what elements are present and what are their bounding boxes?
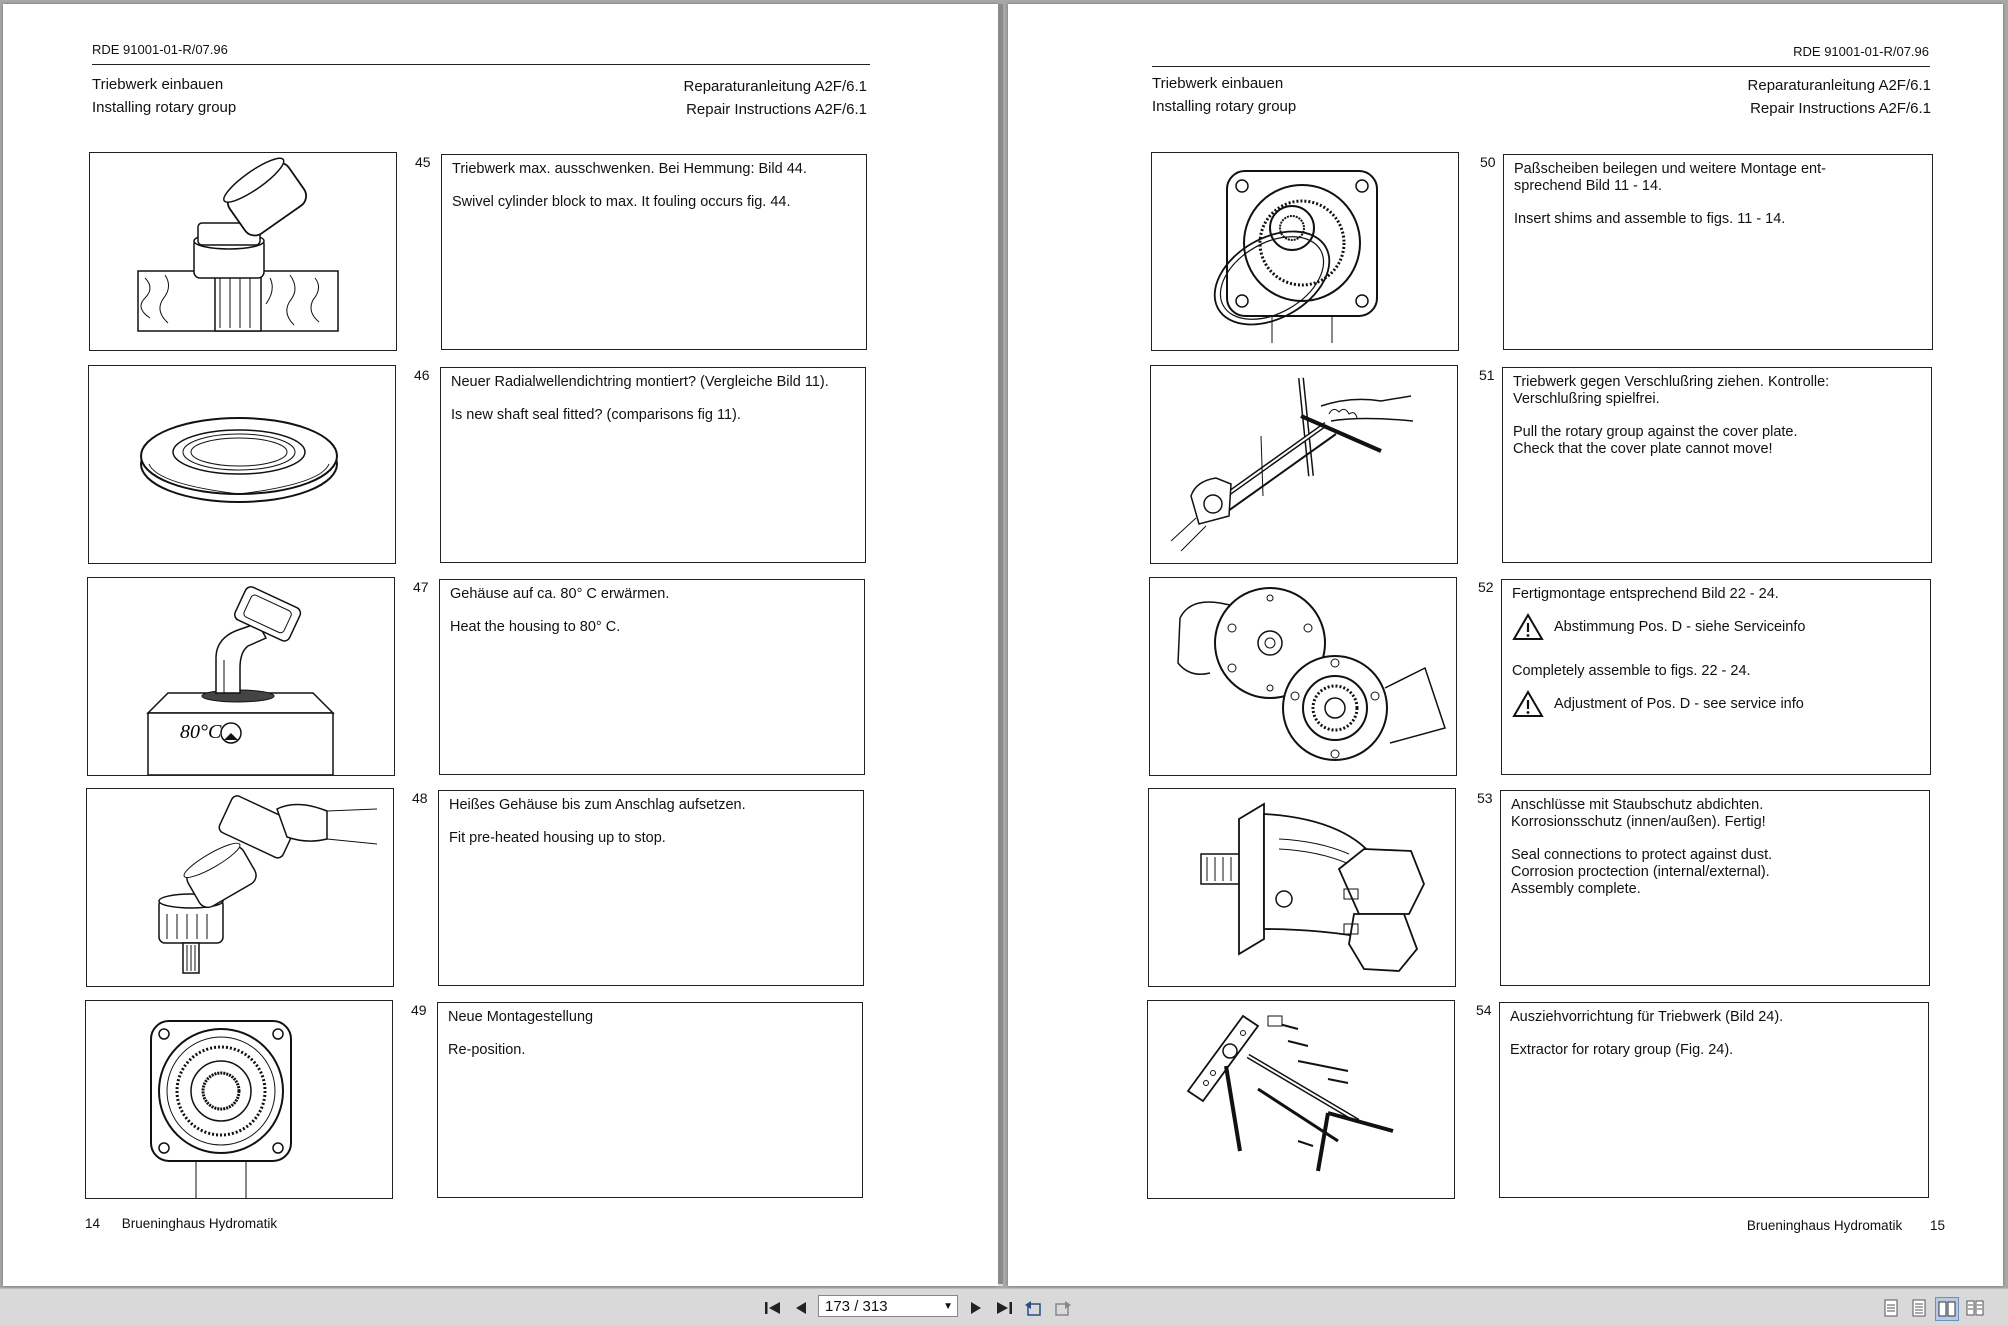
next-page-icon [969,1300,983,1316]
page-left [3,4,998,1286]
header-manual-de: Reparaturanleitung A2F/6.1 [683,78,867,95]
step-53 [1148,788,1932,988]
page-indicator: 173 / 313 [825,1298,888,1315]
step-text-en: Re-position. [448,1042,526,1058]
continuous-page-icon [1912,1299,1926,1317]
step-text-en: Pull the rotary group against the cover plate. Check that the cover plate cannot move! [1513,424,1798,457]
step-text-de: Anschlüsse mit Staubschutz abdichten. Korrosionsschutz (innen/außen). Fertig! [1511,797,1766,830]
next-page-button[interactable] [965,1297,987,1319]
doc-id: RDE 91001-01-R/07.96 [1793,44,1929,59]
warning-text-de: Abstimmung Pos. D - siehe Serviceinfo [1554,618,1806,635]
step-49 [85,1000,865,1200]
header-manual [684,75,867,121]
step-text [437,1002,863,1198]
header-title [92,73,236,119]
step-52 [1149,577,1933,777]
step-text-en: Swivel cylinder block to max. It fouling occurs fig. 44. [452,194,791,210]
step-text [438,790,864,986]
header-title-en: Installing rotary group [92,99,237,116]
go-back-icon [1023,1299,1043,1317]
go-back-view-button[interactable] [1022,1297,1044,1319]
figure-50 [1151,152,1459,351]
step-text [1503,154,1933,350]
step-text-en: Seal connections to protect against dust. Corrosion proctection (internal/external). Assembly complete. [1511,847,1773,897]
page-number: 14 [85,1216,101,1231]
page-number: 15 [1929,1218,1945,1233]
continuous-view-button[interactable] [1908,1297,1930,1319]
shims-flange-illustration [1152,153,1458,350]
step-text-en: Insert shims and assemble to figs. 11 - 14. [1514,211,1786,227]
step-51 [1150,365,1934,565]
pulling-rotary-group-illustration [1151,366,1457,563]
step-48 [86,788,866,988]
doc-id: RDE 91001-01-R/07.96 [92,42,228,57]
header-title-de: Triebwerk einbauen [92,76,224,93]
step-number: 53 [1477,790,1493,806]
single-page-icon [1884,1299,1898,1317]
figure-47 [87,577,395,776]
step-text-de: Triebwerk max. ausschwenken. Bei Hemmung: Bild 44. [452,161,807,177]
scrollbar-thumb[interactable] [998,4,1003,1284]
step-text [439,579,865,775]
go-forward-icon [1053,1299,1073,1317]
warning-text-en: Adjustment of Pos. D - see service info [1554,695,1804,712]
flange-view-illustration [86,1001,392,1198]
chevron-down-icon[interactable]: ▼ [943,1301,953,1312]
step-text-de: Triebwerk gegen Verschlußring ziehen. Kontrolle: Verschlußring spielfrei. [1513,374,1830,407]
step-number: 47 [413,579,429,595]
step-54 [1147,1000,1931,1200]
go-forward-view-button[interactable] [1052,1297,1074,1319]
step-text-en: Extractor for rotary group (Fig. 24). [1510,1042,1734,1058]
footer-left [85,1216,277,1231]
step-text-de: Neuer Radialwellendichtring montiert? (Vergleiche Bild 11). [451,374,829,390]
temperature-label: 80°C [180,721,222,743]
first-page-button[interactable] [762,1297,784,1319]
header-manual-en: Repair Instructions A2F/6.1 [686,101,867,118]
step-text-de: Fertigmontage entsprechend Bild 22 - 24. [1512,586,1779,602]
final-assembly-illustration [1150,578,1456,775]
single-page-view-button[interactable] [1880,1297,1902,1319]
header-manual-de: Reparaturanleitung A2F/6.1 [1747,77,1931,94]
heating-housing-illustration [88,578,394,775]
previous-page-button[interactable] [790,1297,812,1319]
continuous-facing-icon [1966,1300,1984,1316]
first-page-icon [764,1300,782,1316]
step-number: 49 [411,1002,427,1018]
step-text-de: Gehäuse auf ca. 80° C erwärmen. [450,586,670,602]
step-text [441,154,867,350]
step-text [1501,579,1931,775]
warning-icon [1512,690,1544,718]
warning-note [1512,690,1920,718]
figure-48 [86,788,394,987]
rotary-group-on-block-illustration [90,153,396,350]
last-page-button[interactable] [993,1297,1015,1319]
step-text-de: Heißes Gehäuse bis zum Anschlag aufsetzen. [449,797,746,813]
figure-49 [85,1000,393,1199]
company-name: Brueninghaus Hydromatik [1746,1218,1903,1233]
step-text-en: Fit pre-heated housing up to stop. [449,830,666,846]
figure-53 [1148,788,1456,987]
viewer-toolbar [0,1288,2008,1325]
figure-54 [1147,1000,1455,1199]
header-manual [1748,74,1931,120]
previous-page-icon [794,1300,808,1316]
step-text [1502,367,1932,563]
step-number: 54 [1476,1002,1492,1018]
step-text-en: Completely assemble to figs. 22 - 24. [1512,663,1751,679]
page-right [1008,4,2003,1286]
step-text-de: Ausziehvorrichtung für Triebwerk (Bild 24). [1510,1009,1784,1025]
step-text-en: Is new shaft seal fitted? (comparisons fig 11). [451,407,741,423]
step-text [440,367,866,563]
page-number-input[interactable] [818,1295,958,1317]
step-number: 51 [1479,367,1495,383]
extractor-tool-illustration [1148,1001,1454,1198]
figure-52 [1149,577,1457,776]
figure-46 [88,365,396,564]
figure-45 [89,152,397,351]
footer-right [1747,1218,1945,1233]
step-number: 52 [1478,579,1494,595]
warning-icon [1512,613,1544,641]
warning-note [1512,613,1920,641]
facing-pages-view-button[interactable] [1935,1297,1959,1321]
step-text-de: Paßscheiben beilegen und weitere Montage ent- sprechend Bild 11 - 14. [1514,161,1826,194]
assembled-unit-illustration [1149,789,1455,986]
company-name: Brueninghaus Hydromatik [121,1216,278,1231]
step-number: 48 [412,790,428,806]
facing-pages-icon [1938,1301,1956,1317]
step-text-de: Neue Montagestellung [448,1009,594,1025]
header-manual-en: Repair Instructions A2F/6.1 [1750,100,1931,117]
header-title [1152,72,1296,118]
figure-51 [1150,365,1458,564]
step-text-en: Heat the housing to 80° C. [450,619,621,635]
step-number: 46 [414,367,430,383]
step-46 [88,365,868,565]
header-title-en: Installing rotary group [1152,98,1297,115]
step-47 [87,577,867,777]
fitting-housing-illustration [87,789,393,986]
step-text [1499,1002,1929,1198]
left-page-scrollbar[interactable] [998,4,1003,1286]
header-rule [92,64,870,65]
continuous-facing-view-button[interactable] [1964,1297,1986,1319]
shaft-seal-illustration [89,366,395,563]
step-text [1500,790,1930,986]
step-50 [1151,152,1935,352]
step-number: 50 [1480,154,1496,170]
header-title-de: Triebwerk einbauen [1152,75,1284,92]
last-page-icon [995,1300,1013,1316]
step-45 [89,152,869,352]
header-rule [1152,66,1930,67]
step-number: 45 [415,154,431,170]
